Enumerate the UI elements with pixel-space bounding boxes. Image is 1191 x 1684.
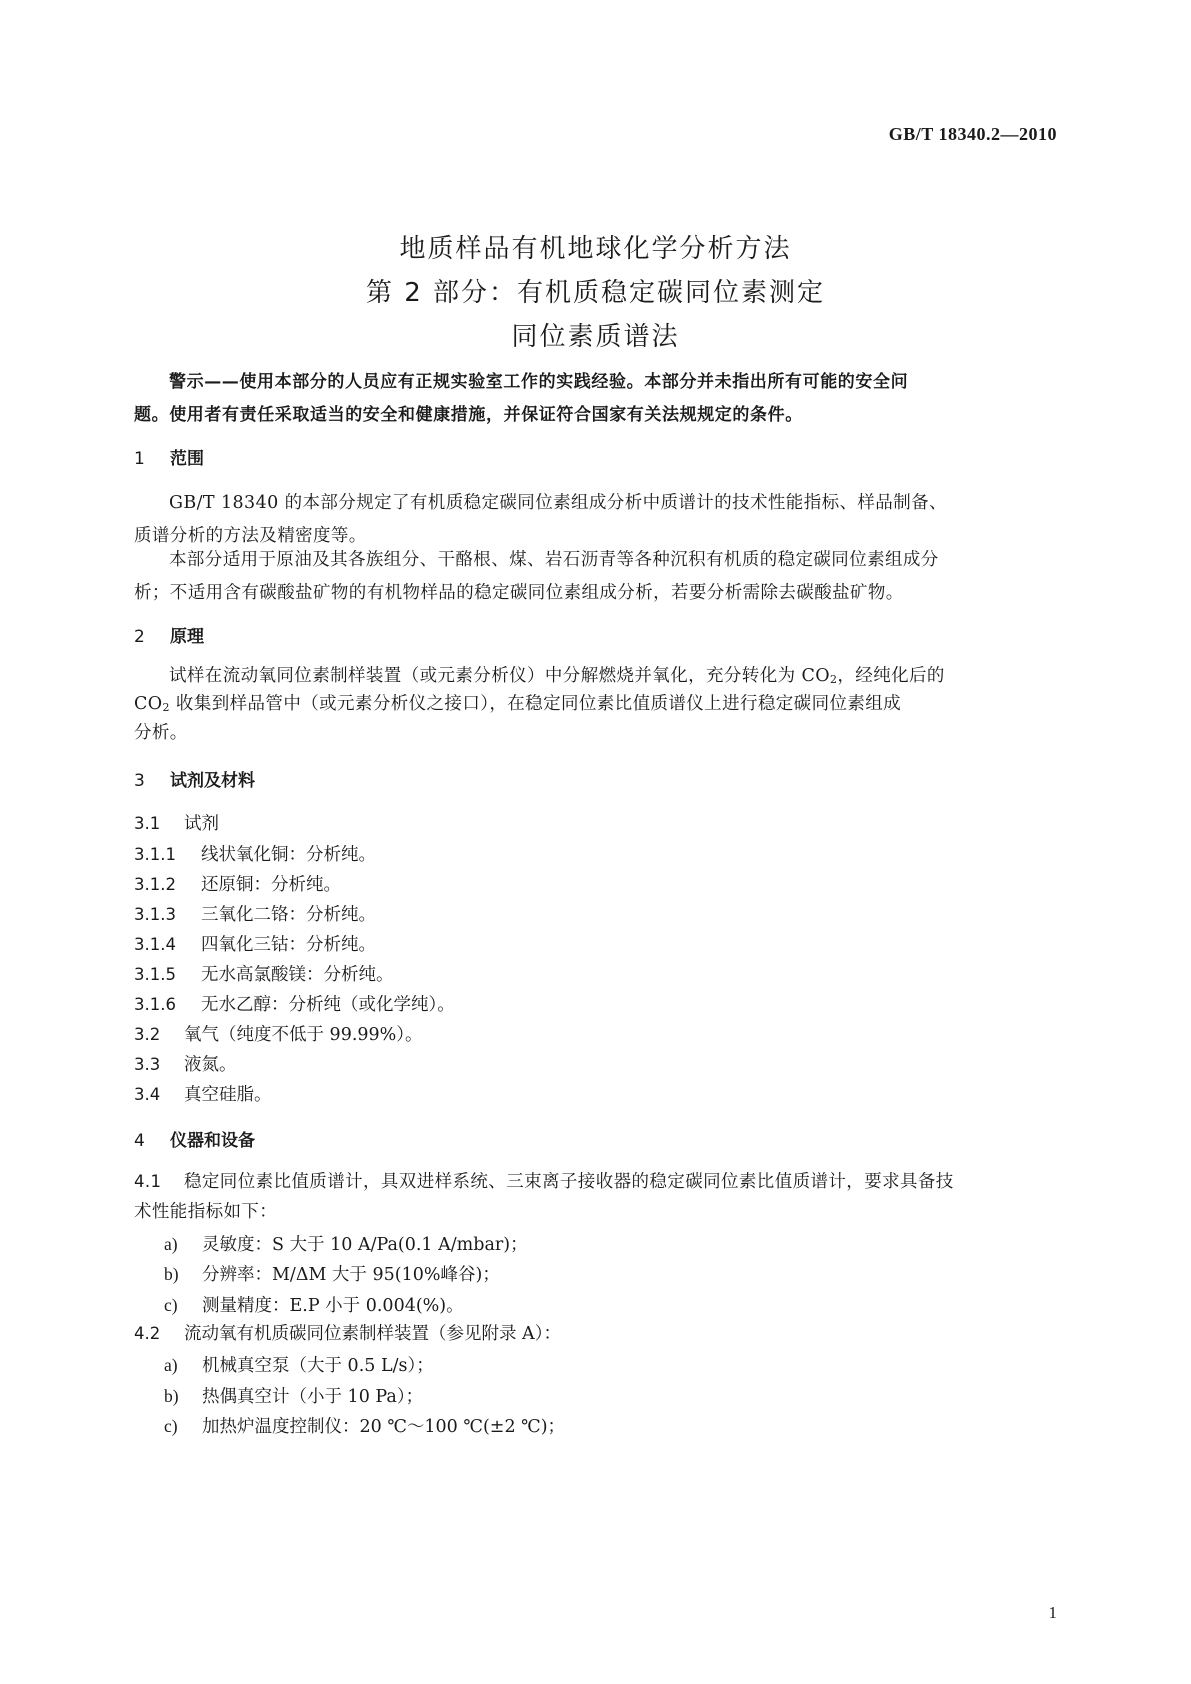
warning-line2: 题。使用者有责任采取适当的安全和健康措施，并保证符合国家有关法规规定的条件。 <box>134 405 803 425</box>
section-number: 4 <box>134 1131 145 1151</box>
sub-item <box>164 1231 528 1256</box>
document-title-line2: 第 2 部分：有机质稳定碳同位素测定 <box>365 278 826 308</box>
list-item <box>134 841 376 866</box>
sub-item-text: 机械真空泵（大于 0.5 L/s）； <box>202 1356 434 1376</box>
section-3-heading <box>134 766 255 791</box>
sub-item-text: 测量精度：E.P 小于 0.004(%)。 <box>202 1296 464 1316</box>
sub-item-label: c) <box>164 1295 178 1315</box>
document-title-line3: 同位素质谱法 <box>511 322 680 352</box>
subscript: 2 <box>162 701 170 714</box>
section-4-heading <box>134 1126 255 1151</box>
list-item <box>134 991 455 1016</box>
item-number: 3.1.3 <box>134 905 176 924</box>
document-title-line1: 地质样品有机地球化学分析方法 <box>399 234 792 264</box>
list-item <box>134 1081 272 1106</box>
item-number: 3.4 <box>134 1085 161 1104</box>
sec1-para1-line1: GB/T 18340 的本部分规定了有机质稳定碳同位素组成分析中质谱计的技术性能指标、样品制备、 <box>169 493 947 513</box>
sec2-line3: 分析。 <box>134 723 188 743</box>
section-number: 1 <box>134 449 145 469</box>
item-number: 4.1 <box>134 1172 162 1191</box>
sub-item-text: 加热炉温度控制仪：20 ℃～100 ℃(±2 ℃)； <box>202 1417 566 1437</box>
item-text: 四氧化三钴：分析纯。 <box>201 935 376 955</box>
sub-item-label: c) <box>164 1416 178 1436</box>
sub-item <box>164 1352 434 1377</box>
warning-line1: 警示——使用本部分的人员应有正规实验室工作的实践经验。本部分并未指出所有可能的安全问 <box>169 372 909 392</box>
item-number: 3.2 <box>134 1025 161 1044</box>
item-text: 无水乙醇：分析纯（或化学纯）。 <box>201 995 455 1015</box>
item-4-1-line2: 术性能指标如下： <box>134 1202 278 1222</box>
sub-item <box>164 1292 464 1317</box>
section-title: 试剂及材料 <box>170 771 255 791</box>
item-text: 还原铜：分析纯。 <box>201 875 341 895</box>
item-4-1-line1 <box>134 1165 1056 1199</box>
sub-item-label: b) <box>164 1386 179 1406</box>
section-number: 2 <box>134 627 145 647</box>
item-text: 无水高氯酸镁：分析纯。 <box>201 965 394 985</box>
item-4-2 <box>134 1320 561 1345</box>
item-text: 三氧化二铬：分析纯。 <box>201 905 376 925</box>
section-title: 范围 <box>170 449 204 469</box>
sub-item-label: b) <box>164 1264 179 1284</box>
sec1-para2-line1: 本部分适用于原油及其各族组分、干酪根、煤、岩石沥青等各种沉积有机质的稳定碳同位素组成分 <box>169 550 939 570</box>
text-run: CO <box>134 694 163 714</box>
list-item <box>134 931 376 956</box>
section-2-heading <box>134 622 204 647</box>
list-item <box>134 1021 423 1046</box>
text-run: 收集到样品管中（或元素分析仪之接口），在稳定同位素比值质谱仪上进行稳定碳同位素组成 <box>169 694 902 714</box>
sub-item <box>164 1383 423 1408</box>
section-number: 3 <box>134 771 145 791</box>
item-text: 真空硅脂。 <box>184 1085 272 1105</box>
item-text: 氧气（纯度不低于 99.99%）。 <box>184 1025 423 1045</box>
item-number: 3.1.4 <box>134 935 176 954</box>
list-item <box>134 1051 237 1076</box>
section-1-heading <box>134 444 204 469</box>
item-number: 3.1 <box>134 814 161 833</box>
item-text: 液氮。 <box>184 1055 237 1075</box>
sub-item-text: 灵敏度：S 大于 10 A/Pa(0.1 A/mbar)； <box>202 1235 528 1255</box>
section-title: 仪器和设备 <box>170 1131 255 1151</box>
subscript: 2 <box>830 673 838 686</box>
sec1-para2-line2: 析；不适用含有碳酸盐矿物的有机物样品的稳定碳同位素组成分析，若要分析需除去碳酸盐矿物。 <box>134 583 904 603</box>
item-number: 4.2 <box>134 1324 161 1343</box>
sec1-para1-line2: 质谱分析的方法及精密度等。 <box>134 526 367 546</box>
list-item <box>134 961 394 986</box>
item-text: 试剂 <box>184 814 219 834</box>
sub-item-text: 热偶真空计（小于 10 Pa）； <box>202 1387 424 1407</box>
text-run: ，经纯化后的 <box>837 666 945 686</box>
item-number: 3.1.6 <box>134 995 176 1014</box>
item-number: 3.1.1 <box>134 845 176 864</box>
item-text: 流动氧有机质碳同位素制样装置（参见附录 A）： <box>184 1324 561 1344</box>
section-title: 原理 <box>170 627 204 647</box>
list-item <box>134 901 376 926</box>
sub-item-label: a) <box>164 1234 178 1254</box>
list-item <box>134 810 219 835</box>
sub-item <box>164 1413 565 1438</box>
page-number: 1 <box>1048 1603 1057 1622</box>
item-number: 3.3 <box>134 1055 161 1074</box>
list-item <box>134 871 341 896</box>
item-number: 3.1.2 <box>134 875 176 894</box>
text-run: 试样在流动氧同位素制样装置（或元素分析仪）中分解燃烧并氧化，充分转化为 CO <box>169 666 830 686</box>
item-text: 稳定同位素比值质谱计，具双进样系统、三束离子接收器的稳定碳同位素比值质谱计，要求具备技 <box>184 1172 954 1192</box>
sub-item-text: 分辨率：M/ΔM 大于 95(10%峰谷)； <box>202 1265 500 1285</box>
standard-number: GB/T 18340.2—2010 <box>888 124 1057 144</box>
sub-item-label: a) <box>164 1355 178 1375</box>
sub-item <box>164 1261 500 1286</box>
item-number: 3.1.5 <box>134 965 176 984</box>
item-text: 线状氧化铜：分析纯。 <box>201 845 376 865</box>
